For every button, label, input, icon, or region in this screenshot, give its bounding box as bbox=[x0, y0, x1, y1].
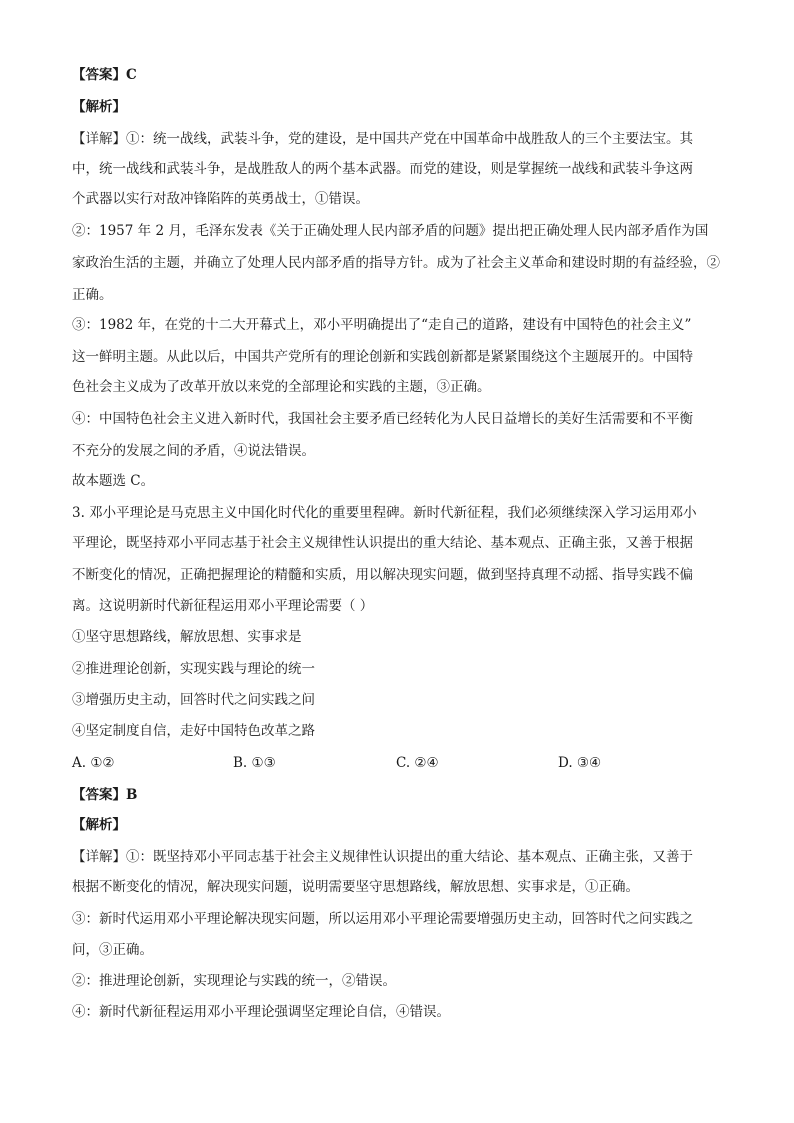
question-stem-line: 平理论，既坚持邓小平同志基于社会主义规律性认识提出的重大结论、基本观点、正确主张，又善于根据 bbox=[72, 535, 693, 551]
analysis-label: 【解析】 bbox=[72, 817, 126, 833]
statement-item: ③增强历史主动，回答时代之问实践之问 bbox=[72, 692, 315, 708]
explanation-line: ②：1957 年 2 月，毛泽东发表《关于正确处理人民内部矛盾的问题》提出把正确处理人民内部矛盾作为国 bbox=[72, 223, 709, 239]
explanation-line: 【详解】①：统一战线，武装斗争，党的建设，是中国共产党在中国革命中战胜敌人的三个主要法宝。其 bbox=[72, 131, 693, 147]
explanation-line: 这一鲜明主题。从此以后，中国共产党所有的理论创新和实践创新都是紧紧围绕这个主题展开的。中国特 bbox=[72, 349, 693, 365]
answer-label: 【答案】B bbox=[72, 787, 138, 803]
explanation-line: ③：新时代运用邓小平理论解决现实问题，所以运用邓小平理论需要增强历史主动，回答时代之问实践之 bbox=[72, 911, 693, 927]
explanation-line: ④：中国特色社会主义进入新时代，我国社会主要矛盾已经转化为人民日益增长的美好生活需要和不平衡 bbox=[72, 411, 693, 427]
option-d: D. ③④ bbox=[558, 755, 602, 771]
option-c: C. ②④ bbox=[396, 755, 439, 771]
statement-item: ②推进理论创新，实现实践与理论的统一 bbox=[72, 661, 315, 677]
explanation-line: 【详解】①：既坚持邓小平同志基于社会主义规律性认识提出的重大结论、基本观点、正确主张，又善于 bbox=[72, 849, 693, 865]
explanation-line: 家政治生活的主题，并确立了处理人民内部矛盾的指导方针。成为了社会主义革命和建设时期的有益经验，② bbox=[72, 255, 720, 271]
explanation-line: 个武器以实行对敌冲锋陷阵的英勇战士，①错误。 bbox=[72, 191, 369, 207]
explanation-line: 正确。 bbox=[72, 287, 113, 303]
statement-item: ④坚定制度自信，走好中国特色改革之路 bbox=[72, 723, 315, 739]
question-stem-line: 离。这说明新时代新征程运用邓小平理论需要（ ） bbox=[72, 598, 374, 614]
answer-label: 【答案】C bbox=[72, 67, 137, 83]
question-stem-line: 不断变化的情况，正确把握理论的精髓和实质，用以解决现实问题，做到坚持真理不动摇、指导实践不偏 bbox=[72, 567, 693, 583]
explanation-line: ④：新时代新征程运用邓小平理论强调坚定理论自信，④错误。 bbox=[72, 1004, 450, 1020]
explanation-line: 中，统一战线和武装斗争，是战胜敌人的两个基本武器。而党的建设，则是掌握统一战线和武装斗争这两 bbox=[72, 161, 693, 177]
statement-item: ①坚守思想路线，解放思想、实事求是 bbox=[72, 629, 302, 645]
option-a: A. ①② bbox=[72, 755, 115, 771]
explanation-line: 根据不断变化的情况，解决现实问题，说明需要坚守思想路线，解放思想、实事求是，①正确。 bbox=[72, 879, 639, 895]
option-b: B. ①③ bbox=[233, 755, 276, 771]
explanation-line: ②：推进理论创新，实现理论与实践的统一，②错误。 bbox=[72, 973, 396, 989]
question-stem-line: 3. 邓小平理论是马克思主义中国化时代化的重要里程碑。新时代新征程，我们必须继续深入学习运用邓小 bbox=[72, 505, 697, 521]
conclusion-line: 故本题选 C。 bbox=[72, 473, 155, 489]
explanation-line: 色社会主义成为了改革开放以来党的全部理论和实践的主题，③正确。 bbox=[72, 379, 491, 395]
explanation-line: ③：1982 年，在党的十二大开幕式上，邓小平明确提出了“走自己的道路，建设有中国特色的社会主义” bbox=[72, 317, 692, 333]
analysis-label: 【解析】 bbox=[72, 99, 126, 115]
explanation-line: 不充分的发展之间的矛盾，④说法错误。 bbox=[72, 443, 315, 459]
explanation-line: 问，③正确。 bbox=[72, 942, 153, 958]
